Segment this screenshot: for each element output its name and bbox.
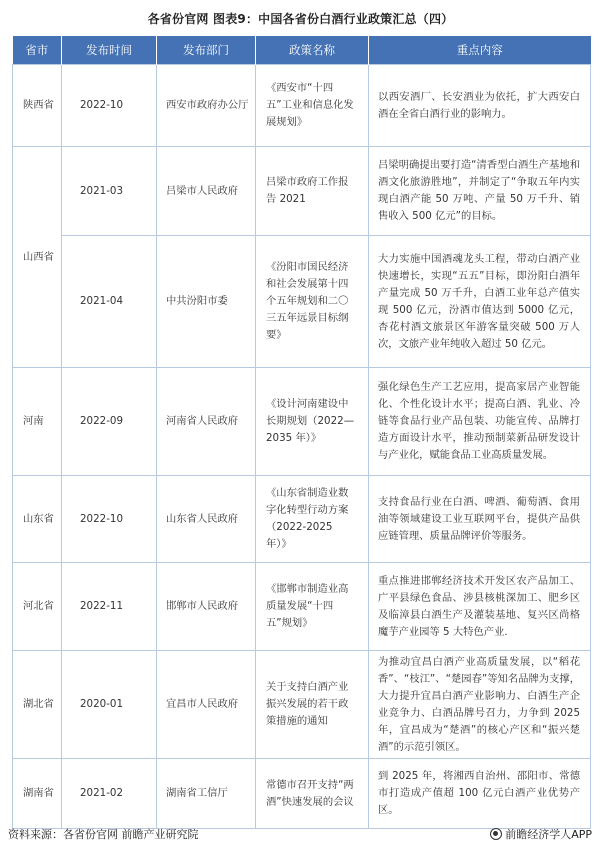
date-cell: 2022-10 bbox=[62, 476, 157, 563]
brand-label: 前瞻经济学人APP bbox=[505, 828, 592, 841]
province-cell: 湖南省 bbox=[13, 759, 62, 829]
date-cell: 2020-01 bbox=[62, 651, 157, 759]
policy-name-cell: 《西安市“十四五”工业和信息化发展规划》 bbox=[256, 65, 369, 147]
source-note: 资料来源：各省份官网 前瞻产业研究院 bbox=[8, 828, 199, 841]
province-cell: 山东省 bbox=[13, 476, 62, 563]
policy-name-cell: 吕梁市政府工作报告 2021 bbox=[256, 147, 369, 236]
content-cell: 为推动宜昌白酒产业高质量发展，以“稻花香”、“枝江”、“楚园春”等知名品牌为支撑，大力提升宜昌白酒产业影响力、白酒生产企业竞争力、白酒品牌号召力，力争到 2025 年，宜昌成为“楚酒”的核心产区和“振兴楚酒”的示范引领区。 bbox=[369, 651, 591, 759]
dept-cell: 西安市政府办公厅 bbox=[157, 65, 256, 147]
date-cell: 2021-03 bbox=[62, 147, 157, 236]
content-cell: 强化绿色生产工艺应用，提高家居产业智能化、个性化设计水平；提高白酒、乳业、冷链等食品行业产品包装、功能宣传、品牌打造方面设计水平，推动预制菜新品研发设计与产业化，赋能食品工业高质量发展。 bbox=[369, 368, 591, 476]
header-dept: 发布部门 bbox=[157, 36, 256, 65]
policy-name-cell: 《设计河南建设中长期规划（2022—2035 年）》 bbox=[256, 368, 369, 476]
header-date: 发布时间 bbox=[62, 36, 157, 65]
province-cell: 山西省 bbox=[13, 147, 62, 368]
dept-cell: 吕梁市人民政府 bbox=[157, 147, 256, 236]
content-cell: 吕梁明确提出要打造“清香型白酒生产基地和酒文化旅游胜地”，并制定了“争取五年内实现白酒产能 50 万吨、产量 50 万千升、销售收入 500 亿元”的目标。 bbox=[369, 147, 591, 236]
table-row bbox=[13, 759, 591, 829]
content-cell: 支持食品行业在白酒、啤酒、葡萄酒、食用油等领域建设工业互联网平台，提供产品供应链管理、质量品牌评价等服务。 bbox=[369, 476, 591, 563]
date-cell: 2022-11 bbox=[62, 563, 157, 651]
content-cell: 到 2025 年，将湘西自治州、邵阳市、常德市打造成产值超 100 亿元白酒产业优势产区。 bbox=[369, 759, 591, 829]
province-cell: 陕西省 bbox=[13, 65, 62, 147]
content-cell: 以西安酒厂、长安酒业为依托，扩大西安白酒在全省白酒行业的影响力。 bbox=[369, 65, 591, 147]
date-cell: 2021-04 bbox=[62, 236, 157, 368]
date-cell: 2022-09 bbox=[62, 368, 157, 476]
policy-table bbox=[12, 36, 591, 829]
header-policy-name: 政策名称 bbox=[256, 36, 369, 65]
province-cell: 河南 bbox=[13, 368, 62, 476]
dept-cell: 邯郸市人民政府 bbox=[157, 563, 256, 651]
policy-name-cell: 《邯郸市制造业高质量发展“十四五”规划》 bbox=[256, 563, 369, 651]
policy-name-cell: 关于支持白酒产业振兴发展的若干政策措施的通知 bbox=[256, 651, 369, 759]
dept-cell: 河南省人民政府 bbox=[157, 368, 256, 476]
dept-cell: 中共汾阳市委 bbox=[157, 236, 256, 368]
table-row bbox=[13, 563, 591, 651]
table-row bbox=[13, 476, 591, 563]
dept-cell: 山东省人民政府 bbox=[157, 476, 256, 563]
policy-name-cell: 《汾阳市国民经济和社会发展第十四个五年规划和二〇三五年远景目标纲要》 bbox=[256, 236, 369, 368]
header-province: 省市 bbox=[13, 36, 62, 65]
table-row bbox=[13, 65, 591, 147]
table-row bbox=[13, 368, 591, 476]
policy-name-cell: 《山东省制造业数字化转型行动方案（2022-2025 年）》 bbox=[256, 476, 369, 563]
policy-name-cell: 常德市召开支持“两酒”快速发展的会议 bbox=[256, 759, 369, 829]
brand-attribution bbox=[490, 826, 592, 842]
table-row bbox=[13, 236, 591, 368]
dept-cell: 宜昌市人民政府 bbox=[157, 651, 256, 759]
qianzhan-logo-icon bbox=[490, 828, 502, 840]
date-cell: 2022-10 bbox=[62, 65, 157, 147]
dept-cell: 湖南省工信厅 bbox=[157, 759, 256, 829]
table-header-row bbox=[13, 36, 591, 65]
table-row bbox=[13, 147, 591, 236]
content-cell: 重点推进邯郸经济技术开发区农产品加工、广平县绿色食品、涉县核桃深加工、肥乡区及临漳县白酒生产及灌装基地、复兴区尚格魔芋产业园等 5 大特色产业. bbox=[369, 563, 591, 651]
header-content: 重点内容 bbox=[369, 36, 591, 65]
chart-title: 各省份官网 图表9：中国各省份白酒行业政策汇总（四） bbox=[147, 12, 454, 26]
table-row bbox=[13, 651, 591, 759]
province-cell: 湖北省 bbox=[13, 651, 62, 759]
province-cell: 河北省 bbox=[13, 563, 62, 651]
content-cell: 大力实施中国酒魂龙头工程，带动白酒产业快速增长，实现“五五”目标，即汾阳白酒年产量完成 50 万千升，白酒工业年总产值实现 500 亿元，汾酒市值达到 5000 亿元，杏花村酒文旅景区年游客量突破 500 万人次，文旅产业年纯收入超过 50 亿元。 bbox=[369, 236, 591, 368]
date-cell: 2021-02 bbox=[62, 759, 157, 829]
